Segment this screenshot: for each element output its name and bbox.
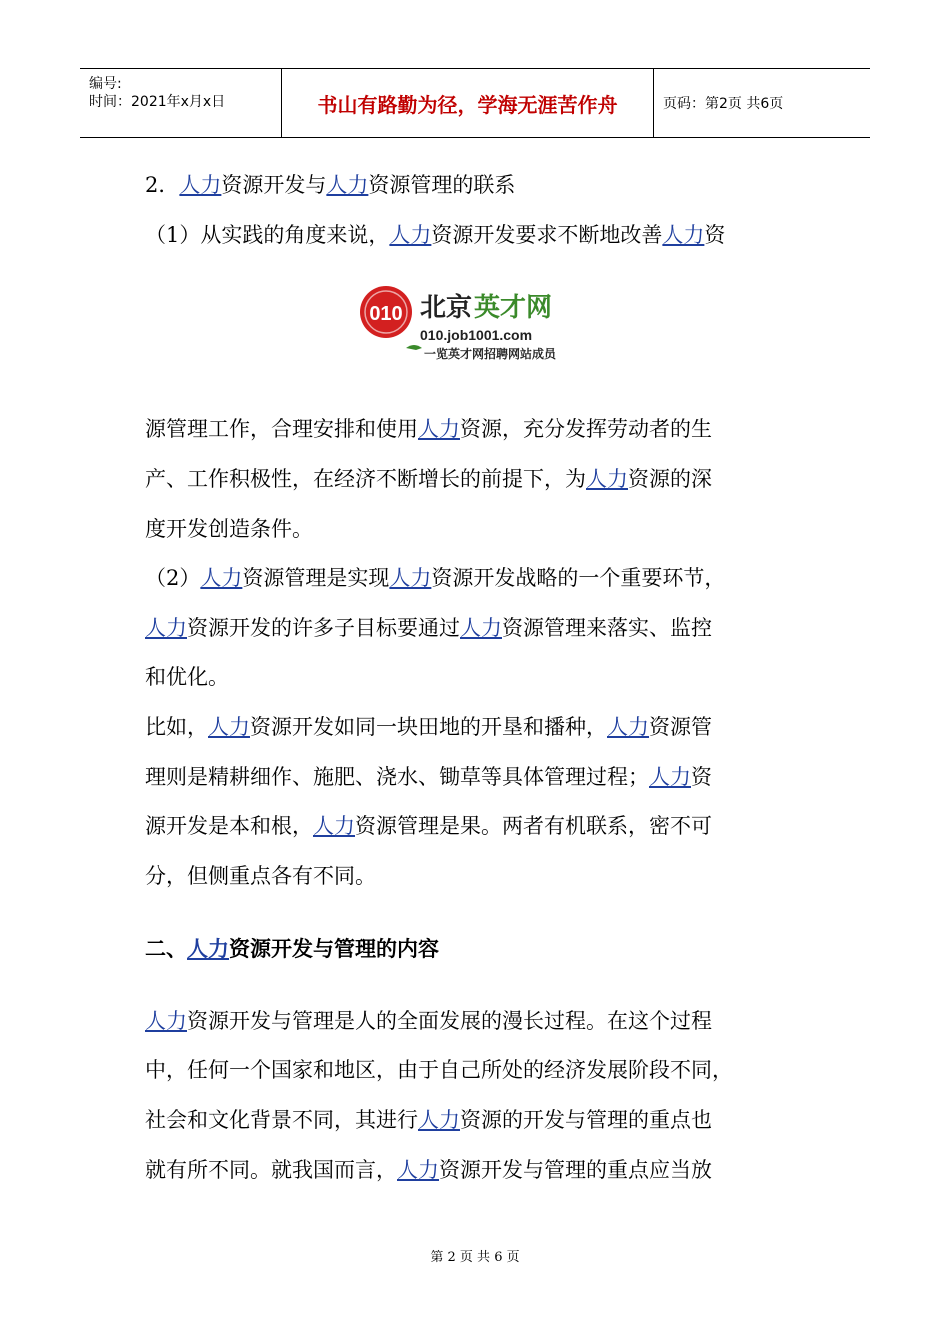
text-segment: 资 (691, 765, 712, 789)
text-line (145, 553, 725, 603)
section-heading (145, 924, 439, 974)
text-segment: 二、 (145, 937, 187, 961)
logo-name-black: 北京 (420, 293, 473, 323)
text-segment: 资源开发如同一块田地的开垦和播种， (250, 715, 607, 739)
text-line (145, 1145, 712, 1195)
text-segment: 资源开发与管理的内容 (229, 937, 439, 961)
text-segment: 2． (145, 173, 180, 197)
renli-link[interactable]: 人力 (326, 173, 369, 197)
page-header (80, 68, 870, 138)
renli-link[interactable]: 人力 (179, 173, 222, 197)
text-segment: 和优化。 (145, 665, 229, 689)
page-footer: 第 2 页 共 6 页 (430, 1250, 520, 1265)
text-segment: 资源的深 (628, 467, 712, 491)
text-segment: 资源管理是果。两者有机联系，密不可 (355, 814, 712, 838)
text-segment: （2） (145, 566, 201, 590)
renli-link[interactable]: 人力 (187, 937, 229, 961)
text-segment: 资源开发战略的一个重要环节， (431, 566, 726, 590)
leaf-icon (406, 345, 422, 350)
logo-tagline: 一览英才网招聘网站成员 (424, 347, 557, 361)
renli-link[interactable]: 人力 (662, 223, 705, 247)
text-segment: 资源开发要求不断地改善 (431, 223, 663, 247)
renli-link[interactable]: 人力 (418, 1108, 460, 1132)
renli-link[interactable]: 人力 (607, 715, 649, 739)
text-line (145, 702, 712, 752)
date-label: 时间：2021年x月x日 (89, 94, 226, 110)
text-line (145, 160, 515, 210)
text-segment: 资源管理的联系 (368, 173, 516, 197)
text-segment: 资源管 (649, 715, 712, 739)
text-segment: 度开发创造条件。 (145, 517, 313, 541)
job-site-logo (356, 282, 602, 364)
text-line (145, 851, 376, 901)
text-segment: 资源管理是实现 (242, 566, 390, 590)
text-segment: 资源开发与管理的重点应当放 (439, 1158, 712, 1182)
text-segment: 分，但侧重点各有不同。 (145, 864, 376, 888)
text-line (145, 752, 712, 802)
text-segment: 社会和文化背景不同，其进行 (145, 1108, 418, 1132)
text-segment: 源开发是本和根， (145, 814, 313, 838)
renli-link[interactable]: 人力 (145, 1009, 187, 1033)
renli-link[interactable]: 人力 (418, 417, 460, 441)
text-line (145, 404, 712, 454)
text-segment: （1）从实践的角度来说， (145, 223, 390, 247)
header-motto: 书山有路勤为径，学海无涯苦作舟 (282, 69, 654, 137)
renli-link[interactable]: 人力 (389, 566, 432, 590)
text-segment: 资源，充分发挥劳动者的生 (460, 417, 712, 441)
renli-link[interactable]: 人力 (208, 715, 250, 739)
text-segment: 资源管理来落实、监控 (502, 616, 712, 640)
text-segment: 就有所不同。就我国而言， (145, 1158, 397, 1182)
text-line (145, 504, 313, 554)
logo-name-green: 英才网 (474, 293, 553, 323)
text-line (145, 652, 229, 702)
text-segment: 比如， (145, 715, 208, 739)
logo-url: 010.job1001.com (420, 327, 533, 343)
text-line (145, 1095, 712, 1145)
renli-link[interactable]: 人力 (313, 814, 355, 838)
text-line (145, 603, 712, 653)
text-segment: 资源的开发与管理的重点也 (460, 1108, 712, 1132)
renli-link[interactable]: 人力 (649, 765, 691, 789)
text-line (145, 1045, 733, 1095)
text-line (145, 996, 712, 1046)
number-label: 编号: (89, 76, 122, 92)
renli-link[interactable]: 人力 (397, 1158, 439, 1182)
text-line (145, 454, 712, 504)
text-segment: 产、工作积极性，在经济不断增长的前提下，为 (145, 467, 586, 491)
header-page-info: 页码：第2页 共6页 (663, 96, 784, 112)
header-meta-cell (80, 69, 282, 137)
text-segment: 中，任何一个国家和地区，由于自己所处的经济发展阶段不同， (145, 1058, 733, 1082)
renli-link[interactable]: 人力 (145, 616, 187, 640)
text-segment: 资源开发与 (221, 173, 327, 197)
logo-circle-text: 010 (369, 303, 403, 325)
renli-link[interactable]: 人力 (460, 616, 502, 640)
text-line (145, 801, 712, 851)
renli-link[interactable]: 人力 (389, 223, 432, 247)
renli-link[interactable]: 人力 (200, 566, 243, 590)
text-segment: 资源开发与管理是人的全面发展的漫长过程。在这个过程 (187, 1009, 712, 1033)
text-segment: 资 (704, 223, 726, 247)
text-segment: 资源开发的许多子目标要通过 (187, 616, 460, 640)
text-segment: 理则是精耕细作、施肥、浇水、锄草等具体管理过程； (145, 765, 649, 789)
renli-link[interactable]: 人力 (586, 467, 628, 491)
logo-graphic (356, 282, 602, 364)
text-line (145, 210, 725, 260)
text-segment: 源管理工作，合理安排和使用 (145, 417, 418, 441)
